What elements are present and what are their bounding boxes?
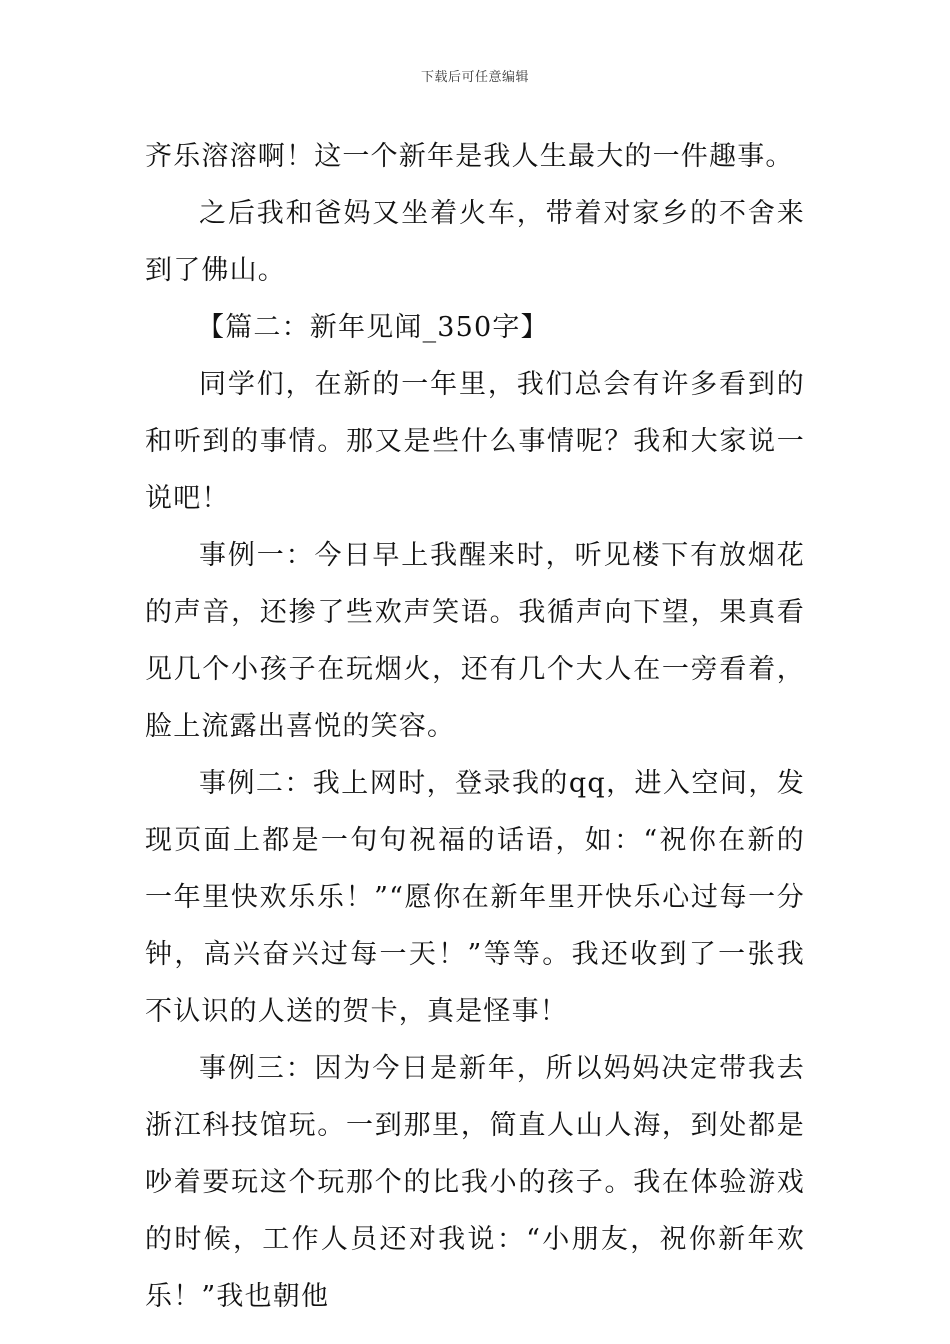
section-heading: 【篇二：新年见闻_350字】 xyxy=(197,312,549,343)
paragraph-1: 齐乐溶溶啊！这一个新年是我人生最大的一件趣事。 xyxy=(145,141,794,172)
paragraph-example-1: 事例一：今日早上我醒来时，听见楼下有放烟花的声音，还掺了些欢声笑语。我循声向下望，果真看见几个小孩子在玩烟火，还有几个大人在一旁看着，脸上流露出喜悦的笑容。 xyxy=(145,540,805,742)
document-body xyxy=(145,128,805,1325)
paragraph-2: 之后我和爸妈又坐着火车，带着对家乡的不舍来到了佛山。 xyxy=(145,198,805,286)
paragraph-intro: 同学们，在新的一年里，我们总会有许多看到的和听到的事情。那又是些什么事情呢？我和大家说一说吧！ xyxy=(145,369,805,514)
paragraph-example-3: 事例三：因为今日是新年，所以妈妈决定带我去浙江科技馆玩。一到那里，简直人山人海，到处都是吵着要玩这个玩那个的比我小的孩子。我在体验游戏的时候，工作人员还对我说：“小朋友，祝你新年欢乐！”我也朝他 xyxy=(145,1053,805,1312)
paragraph-example-2: 事例二：我上网时，登录我的qq，进入空间，发现页面上都是一句句祝福的话语，如：“祝你在新的一年里快欢乐乐！”“愿你在新年里开快乐心过每一分钟，高兴奋兴过每一天！”等等。我还收到了一张我不认识的人送的贺卡，真是怪事！ xyxy=(145,768,805,1027)
page-header-note: 下载后可任意编辑 xyxy=(420,70,529,85)
